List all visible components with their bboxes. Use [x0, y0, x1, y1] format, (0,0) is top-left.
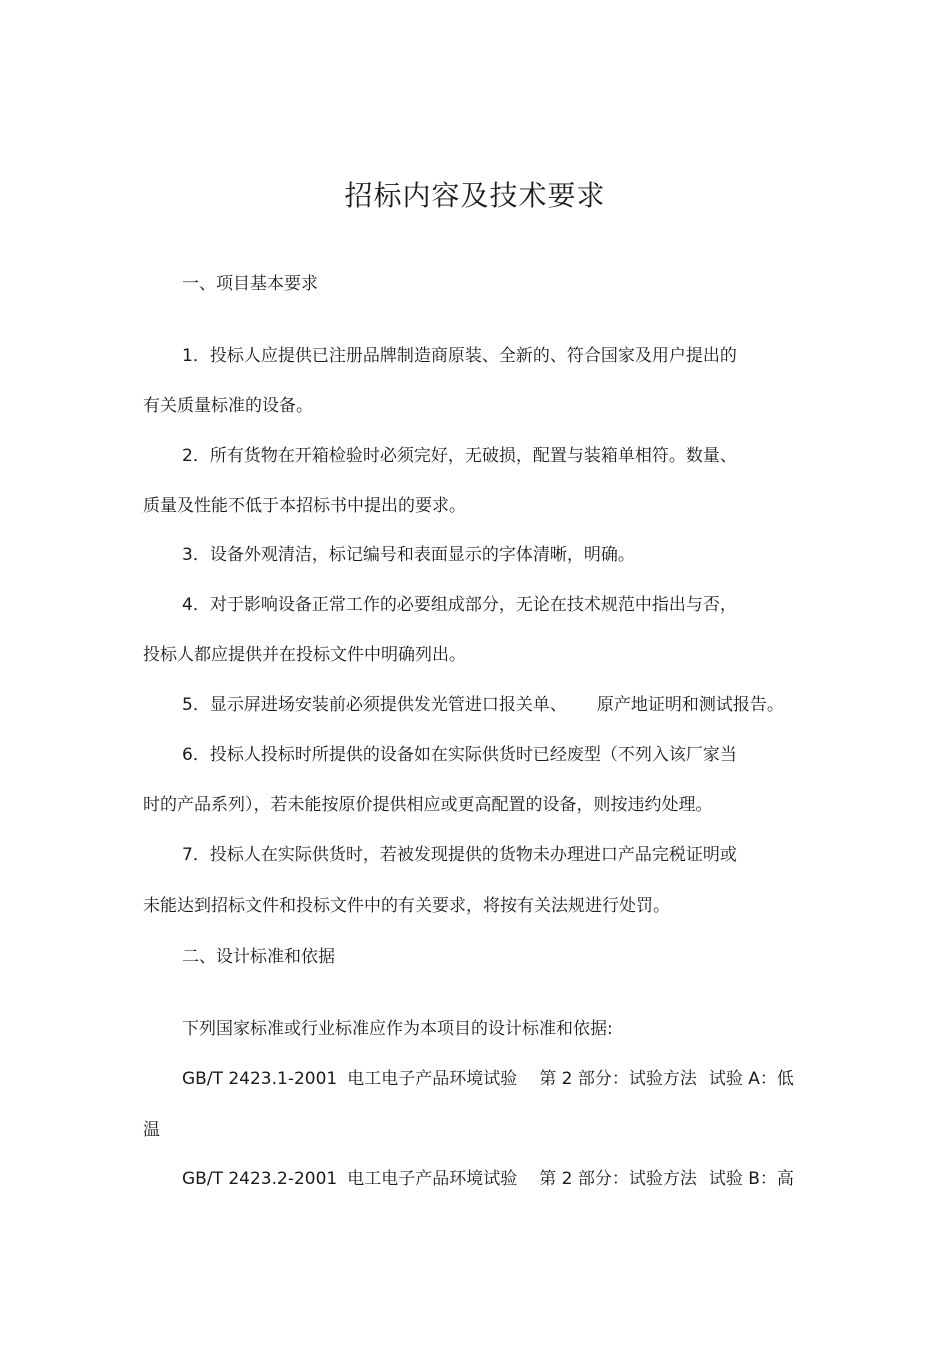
standard-name: 电工电子产品环境试验	[347, 1069, 518, 1089]
section-heading: 一、项目基本要求	[182, 274, 318, 294]
standard-code: GB/T 2423.1-2001	[182, 1069, 338, 1089]
standard-part: 第 2 部分：试验方法	[539, 1169, 697, 1189]
item-5-part-a: 5．显示屏进场安装前必须提供发光管进口报关单、	[182, 695, 567, 715]
section-heading: 二、设计标准和依据	[182, 947, 335, 967]
item-5-line-1	[182, 692, 784, 718]
standard-code: GB/T 2423.2-2001	[182, 1169, 338, 1189]
item-4-line-1: 4．对于影响设备正常工作的必要组成部分，无论在技术规范中指出与否，	[182, 595, 737, 615]
document-title: 招标内容及技术要求	[344, 179, 606, 212]
section-intro: 下列国家标准或行业标准应作为本项目的设计标准和依据:	[182, 1019, 613, 1039]
standard-2-line-1	[182, 1166, 794, 1192]
item-1-line-2: 有关质量标准的设备。	[143, 396, 313, 416]
standard-test: 试验 A：低	[708, 1069, 794, 1089]
item-6-line-2: 时的产品系列），若未能按原价提供相应或更高配置的设备，则按违约处理。	[143, 795, 713, 815]
standard-name: 电工电子产品环境试验	[347, 1169, 518, 1189]
item-2-line-1: 2．所有货物在开箱检验时必须完好，无破损，配置与装箱单相符。数量、	[182, 446, 737, 466]
item-3-line-1: 3．设备外观清洁，标记编号和表面显示的字体清晰，明确。	[182, 545, 635, 565]
item-5-part-b: 原产地证明和测试报告。	[596, 695, 784, 715]
standard-1-line-1	[182, 1066, 794, 1092]
item-7-line-2: 未能达到招标文件和投标文件中的有关要求，将按有关法规进行处罚。	[143, 896, 670, 916]
item-2-line-2: 质量及性能不低于本招标书中提出的要求。	[143, 496, 466, 516]
item-7-line-1: 7．投标人在实际供货时，若被发现提供的货物未办理进口产品完税证明或	[182, 845, 737, 865]
standard-part: 第 2 部分：试验方法	[539, 1069, 697, 1089]
standard-1-line-2: 温	[143, 1120, 160, 1140]
item-4-line-2: 投标人都应提供并在投标文件中明确列出。	[143, 645, 466, 665]
item-6-line-1: 6．投标人投标时所提供的设备如在实际供货时已经废型（不列入该厂家当	[182, 745, 737, 765]
standard-test: 试验 B：高	[708, 1169, 794, 1189]
item-1-line-1: 1．投标人应提供已注册品牌制造商原装、全新的、符合国家及用户提出的	[182, 346, 737, 366]
